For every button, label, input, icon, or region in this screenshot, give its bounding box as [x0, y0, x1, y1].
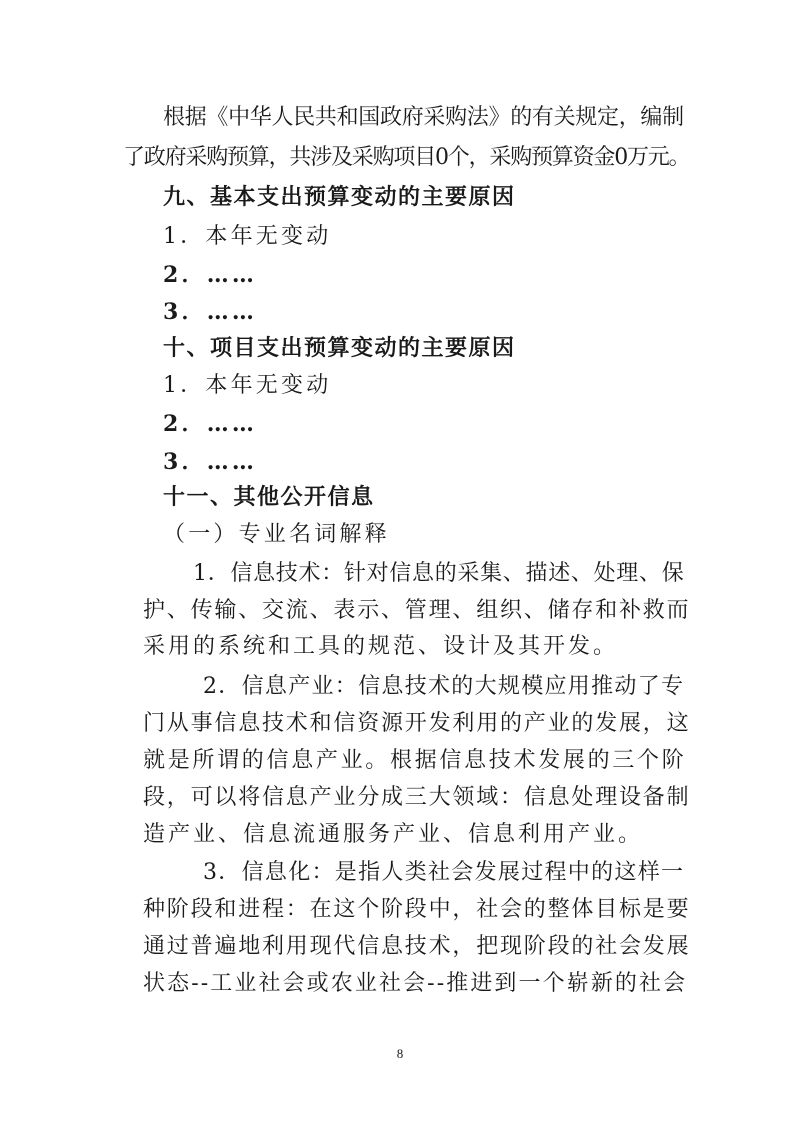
body-text-line: 造产业、信息流通服务产业、信息利用产业。	[143, 822, 644, 847]
body-text-line: 就是所谓的信息产业。根据信息技术发展的三个阶	[143, 748, 687, 773]
body-text-line: 1．信息技术：针对信息的采集、描述、处理、保	[193, 561, 685, 586]
list-item: 2．……	[163, 411, 258, 437]
list-item: 2．……	[163, 262, 258, 288]
body-text-line: 种阶段和进程：在这个阶段中，社会的整体目标是要	[143, 897, 691, 922]
section-heading: 九、基本支出预算变动的主要原因	[163, 185, 516, 210]
body-text-line: 护、传输、交流、表示、管理、组织、储存和补救而	[143, 598, 691, 623]
list-item: 3．……	[163, 449, 258, 475]
body-text-line: 门从事信息技术和信资源开发利用的产业的发展，这	[143, 711, 691, 736]
body-text-line: 采用的系统和工具的规范、设计及其开发。	[143, 634, 619, 659]
body-text-line: 了政府采购预算，共涉及采购项目0个，采购预算资金0万元。	[123, 145, 690, 170]
body-text-line: 根据《中华人民共和国政府采购法》的有关规定，编制	[163, 105, 684, 130]
list-item: 3．……	[163, 299, 258, 325]
list-item: 1．本年无变动	[163, 224, 332, 249]
body-text-line: 段，可以将信息产业分成三大领域：信息处理设备制	[143, 785, 691, 810]
body-text-line: 3．信息化：是指人类社会发展过程中的这样一	[203, 860, 685, 885]
section-heading: 十、项目支出预算变动的主要原因	[163, 336, 516, 361]
body-text-line: 通过普遍地利用现代信息技术，把现阶段的社会发展	[143, 934, 691, 959]
page-number: 8	[396, 1046, 404, 1061]
body-text-line: 状态--工业社会或农业社会--推进到一个崭新的社会	[143, 971, 688, 996]
body-text-line: 2．信息产业：信息技术的大规模应用推动了专	[203, 674, 685, 699]
section-heading: 十一、其他公开信息	[163, 485, 375, 510]
list-item: 1．本年无变动	[163, 373, 332, 398]
sub-heading: （一）专业名词解释	[163, 522, 390, 547]
